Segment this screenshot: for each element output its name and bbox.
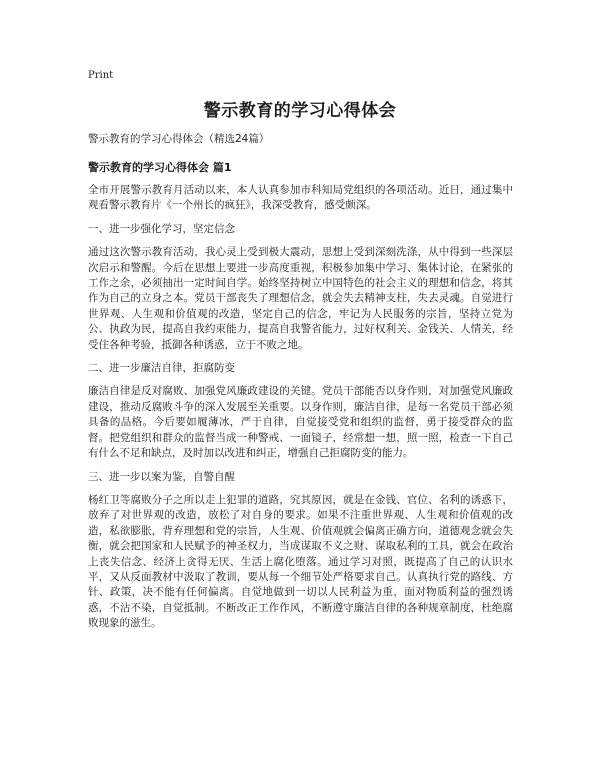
print-label: Print — [88, 70, 114, 81]
body-paragraph-3: 杨红卫等腐败分子之所以走上犯罪的道路，究其原因，就是在金钱、官位、名利的诱惑下，放弃了对世界观的改造，放松了对自身的要求。如果不注重世界观、人生观和价值观的改造，私欲膨胀，背弃理想和党的宗旨，人生观、价值观就会偏离正确方向，道德观念就会失衡，就会把国家和人民赋予的神圣权力，当成谋取不义之财、谋取私利的工具，就会在政治上丧失信念、经济上贪得无厌、生活上腐化堕落。通过学习对照，既提高了自己的认识水平，又从反面教材中汲取了教训，要从每一个细节处严格要求自己。认真执行党的路线、方针、政策，决不能有任何偏离。自觉地做到一切以人民利益为重，面对物质利益的强烈诱惑，不沾不染，自觉抵制。不断改正工作作风，不断遵守廉洁自律的各种规章制度，杜绝腐败现象的滋生。 — [88, 493, 513, 630]
subheading-2: 二、进一步廉洁自律，拒腐防变 — [88, 362, 235, 375]
subheading-3: 三、进一步以案为鉴，自警自醒 — [88, 470, 235, 483]
subheading-1: 一、进一步强化学习，坚定信念 — [88, 222, 235, 235]
page-title: 警示教育的学习心得体会 — [203, 101, 397, 121]
document-body — [88, 183, 513, 640]
body-paragraph-1: 通过这次警示教育活动，我心灵上受到极大震动，思想上受到深刻洗涤，从中得到一些深层次启示和警醒。今后在思想上要进一步高度重视，积极参加集中学习、集体讨论，在紧张的工作之余，必须抽出一定时间自学。始终坚持树立中国特色的社会主义的理想和信念，将其作为自己的立身之本。党员干部丧失了理想信念，就会失去精神支柱，失去灵魂。自觉进行世界观、人生观和价值观的改造，坚定自己的信念，牢记为人民服务的宗旨，坚持立党为公、执政为民，提高自我约束能力，提高自我警省能力，过好权利关、金钱关、人情关，经受住各种考验，抵御各种诱惑，立于不败之地。 — [88, 246, 513, 351]
intro-paragraph: 全市开展警示教育月活动以来，本人认真参加市科知局党组织的各项活动。近日，通过集中观看警示教育片《一个州长的疯狂》，我深受教育，感受颇深。 — [88, 184, 513, 212]
document-subtitle: 警示教育的学习心得体会（精选24篇） — [88, 133, 270, 145]
body-paragraph-2: 廉洁自律是反对腐败、加强党风廉政建设的关键。党员干部能否以身作则，对加强党风廉政建设，推动反腐败斗争的深入发展至关重要。以身作则，廉洁自律，是每一名党员干部必须具备的品格。今后要如履薄冰，严于自律，自觉接受党和组织的监督，勇于接受群众的监督。把党组织和群众的监督当成一种警戒、一面镜子，经常想一想，照一照，检查一下自己有什么不足和缺点，及时加以改进和纠正，增强自己拒腐防变的能力。 — [88, 385, 513, 460]
section-title: 警示教育的学习心得体会 篇1 — [88, 161, 232, 174]
